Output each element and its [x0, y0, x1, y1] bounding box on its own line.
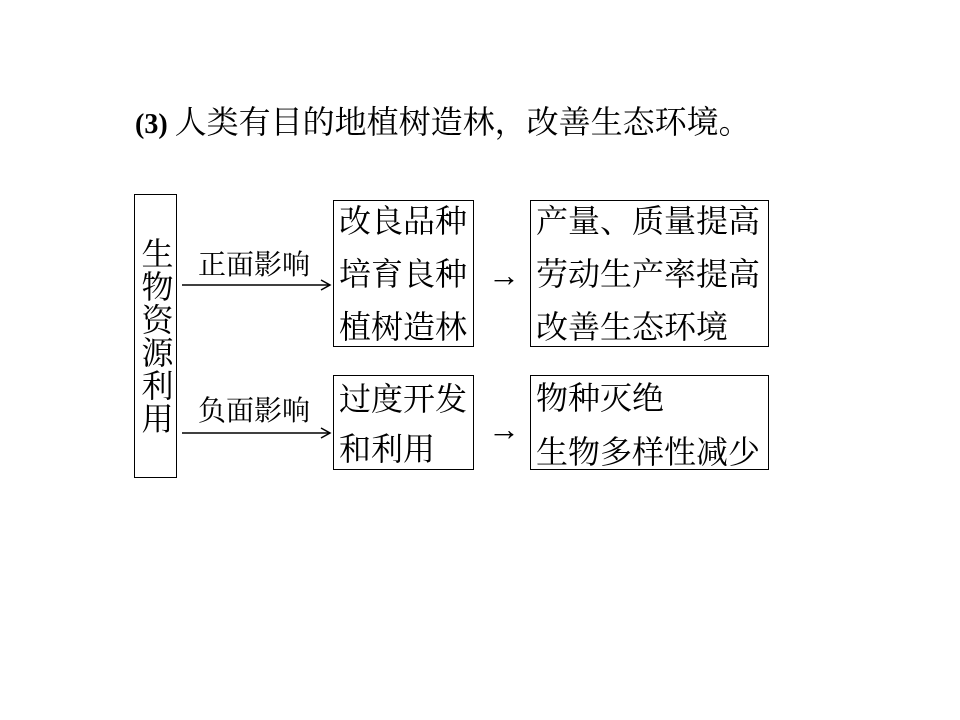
resource-use-box — [134, 194, 177, 478]
positive-effects-box — [530, 200, 769, 347]
positive-causes-box — [333, 200, 474, 347]
positive-effect-item: 改善生态环境 — [536, 309, 729, 345]
positive-impact-label: 正面影响 — [198, 250, 311, 281]
positive-cause-item: 培育良种 — [339, 256, 468, 292]
negative-result-arrow: → — [488, 411, 520, 447]
negative-cause-item: 过度开发 — [339, 381, 468, 417]
positive-cause-item: 植树造林 — [339, 309, 468, 345]
title-number: (3) — [135, 109, 168, 140]
negative-effect-item: 生物多样性减少 — [536, 434, 761, 470]
title-text: 人类有目的地植树造林，改善生态环境。 — [174, 104, 751, 140]
negative-effect-item: 物种灭绝 — [536, 380, 665, 416]
page-title — [135, 102, 751, 142]
negative-causes-box — [333, 375, 474, 470]
negative-impact-arrow — [180, 426, 334, 440]
positive-result-arrow: → — [488, 257, 520, 293]
positive-impact-arrow — [180, 278, 334, 292]
positive-effect-item: 产量、质量提高 — [536, 203, 761, 239]
negative-impact-label: 负面影响 — [198, 396, 311, 427]
negative-cause-item: 和利用 — [339, 431, 436, 467]
negative-effects-box — [530, 375, 769, 470]
positive-effect-item: 劳动生产率提高 — [536, 256, 761, 292]
positive-cause-item: 改良品种 — [339, 203, 468, 239]
resource-use-text: 生物资源利用 — [137, 237, 174, 435]
